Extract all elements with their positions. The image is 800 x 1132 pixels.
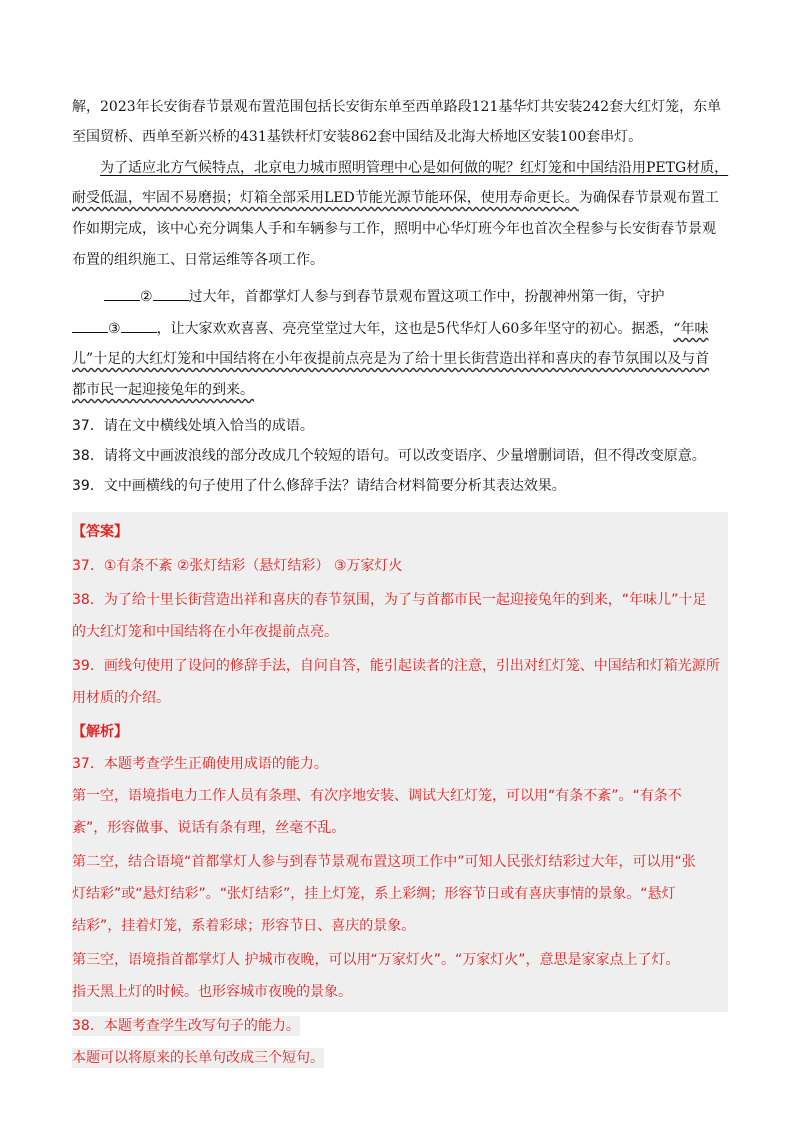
blank-line <box>121 318 157 333</box>
question-38: 38．请将文中画波浪线的部分改成几个较短的语句。可以改变语序、少量增删词语，但不得改变原意。 <box>72 448 706 464</box>
answer-39-line: 用材质的介绍。 <box>72 690 170 706</box>
passage-line: 至国贸桥、西单至新兴桥的431基铁杆灯安装862套中国结及北海大桥地区安装100套串灯。 <box>72 129 643 145</box>
answer-38-line: 的大红灯笼和中国结将在小年夜提前点亮。 <box>72 624 338 640</box>
analysis-37-title: 37．本题考查学生正确使用成语的能力。 <box>72 756 328 772</box>
wavy-underlined-text: 儿”十足的大红灯笼和中国结将在小年夜提前点亮是为了给十里长街营造出祥和喜庆的春节氛围以及与首 <box>72 351 710 367</box>
blank-line <box>104 286 140 301</box>
wavy-underlined-text: 耐受低温，牢固不易磨损；灯箱全部采用LED节能光源节能环保，使用寿命更长。 <box>72 190 579 206</box>
passage-line: 布置的组织施工、日常运维等各项工作。 <box>72 252 324 268</box>
analysis-38-title: 38．本题考查学生改写句子的能力。 <box>72 1018 300 1034</box>
analysis-37-line: 紊”，形容做事、说话有条有理，丝毫不乱。 <box>72 820 346 836</box>
question-39: 39．文中画横线的句子使用了什么修辞手法？请结合材料简要分析其表达效果。 <box>72 478 566 494</box>
analysis-37-line: 第三空，语境指首都掌灯人 护城市夜晚，可以用“万家灯火”。“万家灯火”，意思是家家点上了灯。 <box>72 952 680 968</box>
analysis-37-line: 第一空，语境指电力工作人员有条理、有次序地安装、调试大红灯笼，可以用“有条不紊”。“有条不 <box>72 788 682 804</box>
analysis-37-line: 结彩”，挂着灯笼，系着彩球；形容节日、喜庆的景象。 <box>72 918 416 934</box>
passage-line: 作如期完成，该中心充分调集人手和车辆参与工作，照明中心华灯班今年也首次全程参与长安街春节景观 <box>72 221 716 237</box>
analysis-37-line: 灯结彩”或“悬灯结彩”。“张灯结彩”，挂上灯笼，系上彩绸；形容节日或有喜庆事情的景象。“悬灯 <box>72 886 676 902</box>
blank-number: ③ <box>108 321 121 337</box>
blank-line <box>153 286 189 301</box>
passage-line: 解，2023年长安街春节景观布置范围包括长安街东单至西单路段121基华灯共安装242套大红灯笼，东单 <box>72 99 722 115</box>
passage-line <box>104 286 665 307</box>
question-37: 37．请在文中横线处填入恰当的成语。 <box>72 418 314 434</box>
passage-text: 过大年，首都掌灯人参与到春节景观布置这项工作中，扮靓神州第一街，守护 <box>188 289 665 305</box>
analysis-heading: 【解析】 <box>72 724 128 740</box>
blank-line <box>72 318 108 333</box>
passage-text: 为确保春节景观布置工 <box>578 190 719 206</box>
underlined-sentence: 为了适应北方气候特点，北京电力城市照明管理中心是如何做的呢？红灯笼和中国结沿用PETG材质， <box>100 160 729 176</box>
wavy-underlined-text: “年味 <box>673 321 709 337</box>
passage-text: ，让大家欢欢喜喜、亮亮堂堂过大年，这也是5代华灯人60多年坚守的初心。据悉， <box>156 321 674 337</box>
analysis-37-line: 指天黑上灯的时候。也形容城市夜晚的景象。 <box>72 984 352 1000</box>
answer-37: 37．①有条不紊 ②张灯结彩（悬灯结彩） ③万家灯火 <box>72 558 403 574</box>
analysis-37-line: 第二空，结合语境“首都掌灯人参与到春节景观布置这项工作中”可知人民张灯结彩过大年，可以用“张 <box>72 854 696 870</box>
analysis-38-line: 本题可以将原来的长单句改成三个短句。 <box>72 1050 324 1066</box>
answer-heading: 【答案】 <box>72 524 128 540</box>
answer-39-line: 39．画线句使用了设问的修辞手法，自问自答，能引起读者的注意，引出对红灯笼、中国结和灯箱光源所 <box>72 658 720 674</box>
passage-line <box>72 318 708 339</box>
blank-number: ② <box>140 289 153 305</box>
wavy-underlined-text: 都市民一起迎接兔年的到来。 <box>72 382 254 398</box>
passage-line <box>72 188 719 208</box>
answer-38-line: 38．为了给十里长街营造出祥和喜庆的春节氛围，为了与首都市民一起迎接兔年的到来，“年味儿”十足 <box>72 592 707 608</box>
